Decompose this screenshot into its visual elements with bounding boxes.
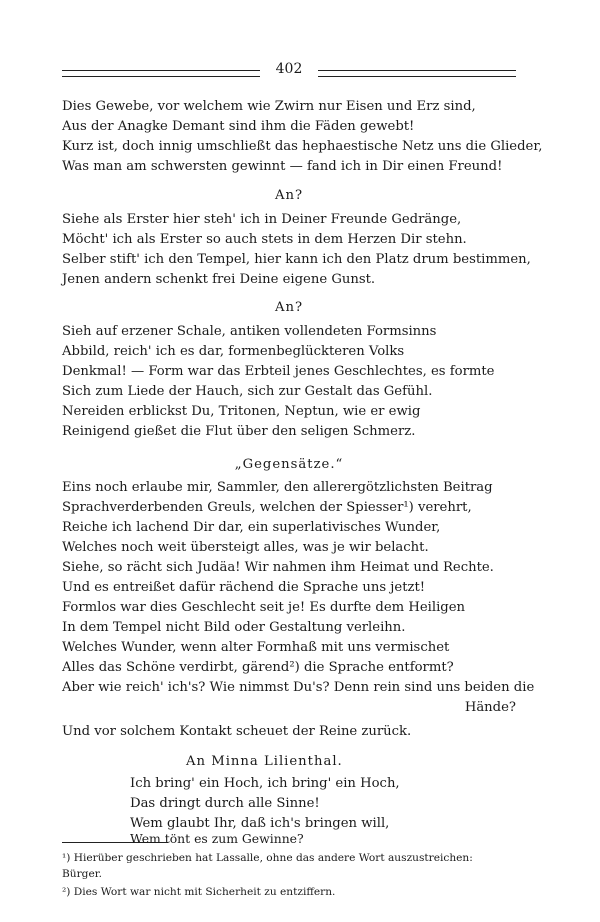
footnote: Bürger. bbox=[62, 868, 102, 880]
verse-line: Dies Gewebe, vor welchem wie Zwirn nur Eisen und Erz sind, bbox=[62, 99, 476, 114]
verse-line: Alles das Schöne verdirbt, gärend²) die Sprache entformt? bbox=[62, 660, 454, 675]
verse-line: Sprachverderbenden Greuls, welchen der Spiesser¹) verehrt, bbox=[62, 500, 472, 515]
verse-runover: Hände? bbox=[464, 700, 516, 715]
verse-line: Selber stift' ich den Tempel, hier kann ich den Platz drum bestimmen, bbox=[62, 252, 531, 267]
page-header bbox=[62, 60, 516, 86]
poem-heading-minna: An Minna Lilienthal. bbox=[186, 754, 343, 769]
verse-line: Welches noch weit übersteigt alles, was je wir belacht. bbox=[62, 540, 429, 555]
verse-line: In dem Tempel nicht Bild oder Gestaltung verleihn. bbox=[62, 620, 406, 635]
verse-line: Denkmal! — Form war das Erbteil jenes Geschlechtes, es formte bbox=[62, 364, 495, 379]
verse-line: Möcht' ich als Erster so auch stets in dem Herzen Dir stehn. bbox=[62, 232, 467, 247]
verse-line: Siehe als Erster hier steh' ich in Deiner Freunde Gedränge, bbox=[62, 212, 462, 227]
verse-line: Sich zum Liede der Hauch, sich zur Gestalt das Gefühl. bbox=[62, 384, 433, 399]
poem-heading: „Gegensätze.“ bbox=[234, 457, 344, 472]
footnote: ¹) Hierüber geschrieben hat Lassalle, ohne das andere Wort auszustreichen: bbox=[62, 852, 473, 864]
verse-line: Reinigend gießet die Flut über den seligen Schmerz. bbox=[62, 424, 416, 439]
poem-heading: An? bbox=[274, 300, 304, 315]
verse-line: Reiche ich lachend Dir dar, ein superlativisches Wunder, bbox=[62, 520, 441, 535]
poem-heading: An? bbox=[274, 188, 304, 203]
verse-line: Wem glaubt Ihr, daß ich's bringen will, bbox=[130, 816, 390, 831]
verse-line: Wem tönt es zum Gewinne? bbox=[130, 831, 304, 846]
verse-line: Kurz ist, doch innig umschließt das hephaestische Netz uns die Glieder, bbox=[62, 139, 543, 154]
verse-line: Aber wie reich' ich's? Wie nimmst Du's? Denn rein sind uns beiden die bbox=[62, 680, 535, 695]
footnote: ²) Dies Wort war nicht mit Sicherheit zu entziffern. bbox=[62, 886, 336, 898]
verse-line: Das dringt durch alle Sinne! bbox=[130, 796, 320, 811]
verse-line: Und es entreißet dafür rächend die Sprache uns jetzt! bbox=[62, 580, 426, 595]
verse-line: Nereiden erblickst Du, Tritonen, Neptun, wie er ewig bbox=[62, 404, 421, 419]
verse-line: Welches Wunder, wenn alter Formhaß mit uns vermischet bbox=[62, 640, 450, 655]
page-number: 402 bbox=[275, 61, 303, 77]
verse-line: Eins noch erlaube mir, Sammler, den allerergötzlichsten Beitrag bbox=[62, 480, 493, 495]
verse-line: Sieh auf erzener Schale, antiken vollendeten Formsinns bbox=[62, 324, 437, 339]
verse-line: Jenen andern schenkt frei Deine eigene Gunst. bbox=[62, 272, 376, 287]
verse-line: Was man am schwersten gewinnt — fand ich in Dir einen Freund! bbox=[62, 159, 503, 174]
verse-line: Aus der Anagke Demant sind ihm die Fäden gewebt! bbox=[62, 119, 415, 134]
verse-line: Und vor solchem Kontakt scheuet der Reine zurück. bbox=[62, 724, 412, 739]
verse-line: Abbild, reich' ich es dar, formenbeglückteren Volks bbox=[62, 344, 405, 359]
verse-line: Ich bring' ein Hoch, ich bring' ein Hoch, bbox=[130, 776, 400, 791]
header-rule-right bbox=[318, 70, 516, 77]
verse-line: Formlos war dies Geschlecht seit je! Es durfte dem Heiligen bbox=[62, 600, 466, 615]
verse-line: Siehe, so rächt sich Judäa! Wir nahmen ihm Heimat und Rechte. bbox=[62, 560, 494, 575]
